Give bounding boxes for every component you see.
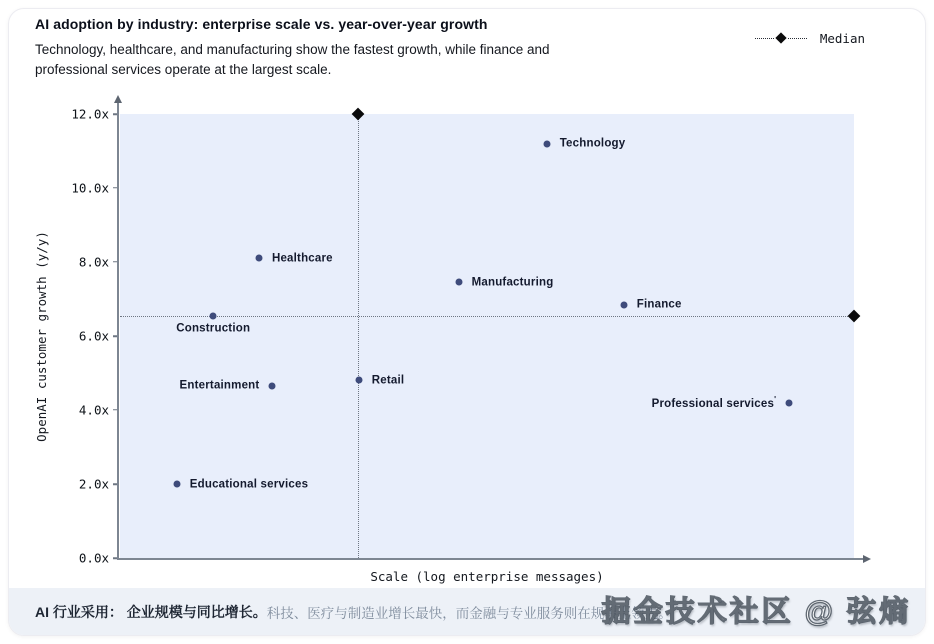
y-axis-tick-label: 12.0x — [71, 106, 109, 122]
median-vertical-line — [358, 114, 359, 558]
y-axis-tick-labels — [49, 106, 109, 566]
y-axis-arrow-icon — [114, 95, 122, 103]
legend — [755, 30, 865, 46]
chart-title: AI adoption by industry: enterprise scale vs. year-over-year growth — [35, 16, 488, 32]
x-axis-line — [117, 558, 865, 560]
data-point-healthcare — [256, 252, 333, 265]
data-point-label: Retail — [371, 374, 405, 387]
median-right-diamond-icon — [848, 309, 861, 322]
x-axis-arrow-icon — [863, 555, 871, 563]
data-point-entertainment — [179, 379, 275, 392]
data-point-label: Healthcare — [271, 252, 333, 265]
chart-card — [8, 8, 926, 636]
data-point-label: Technology — [559, 137, 626, 150]
y-axis-tick-label: 6.0x — [78, 328, 109, 344]
y-axis-title — [31, 114, 51, 558]
data-point-construction — [176, 312, 251, 335]
data-point-label: Professional services' — [651, 395, 777, 411]
legend-dotted-line — [788, 38, 807, 39]
y-axis-tick-label: 4.0x — [78, 402, 109, 418]
median-diamond-icon — [775, 32, 786, 43]
data-point-label: Entertainment — [179, 379, 260, 392]
legend-dotted-line — [755, 38, 774, 39]
x-axis-title: Scale (log enterprise messages) — [370, 569, 604, 584]
chart-subtitle: Technology, healthcare, and manufacturing show the fastest growth, while finance and professional services operate at the largest scale. — [35, 42, 550, 77]
median-horizontal-line — [120, 316, 854, 317]
y-axis-title-text: OpenAI customer growth (y/y) — [33, 230, 49, 442]
data-point-label: Educational services — [189, 478, 309, 490]
y-axis-tick-label: 0.0x — [78, 550, 109, 566]
plot-area — [120, 114, 854, 558]
data-point-label: Construction — [176, 322, 251, 335]
y-axis-tick-label: 10.0x — [71, 180, 109, 196]
data-point-label: Manufacturing — [471, 276, 554, 289]
data-point-finance — [621, 298, 682, 311]
data-point-manufacturing — [456, 276, 554, 289]
legend-label: Median — [819, 30, 865, 46]
data-point-educational-services — [174, 478, 309, 490]
footnote-mark: ' — [774, 395, 777, 405]
data-point-professional-services — [651, 395, 792, 411]
y-axis-tick-label: 8.0x — [78, 254, 109, 270]
footer-regular-text: 科技、医疗与制造业增长最快，而金融与专业服务则在规模上领先。 — [266, 605, 672, 621]
data-point-label: Finance — [636, 298, 682, 311]
y-axis-tick-label: 2.0x — [78, 476, 109, 492]
data-point-technology — [544, 137, 626, 150]
watermark: 掘金技术社区 @ 弦熵 — [601, 596, 911, 628]
data-point-retail — [356, 374, 405, 387]
y-axis-line — [117, 102, 119, 558]
footer-bold-text: AI 行业采用： 企业规模与同比增长。 — [35, 603, 267, 620]
median-top-diamond-icon — [351, 108, 364, 121]
